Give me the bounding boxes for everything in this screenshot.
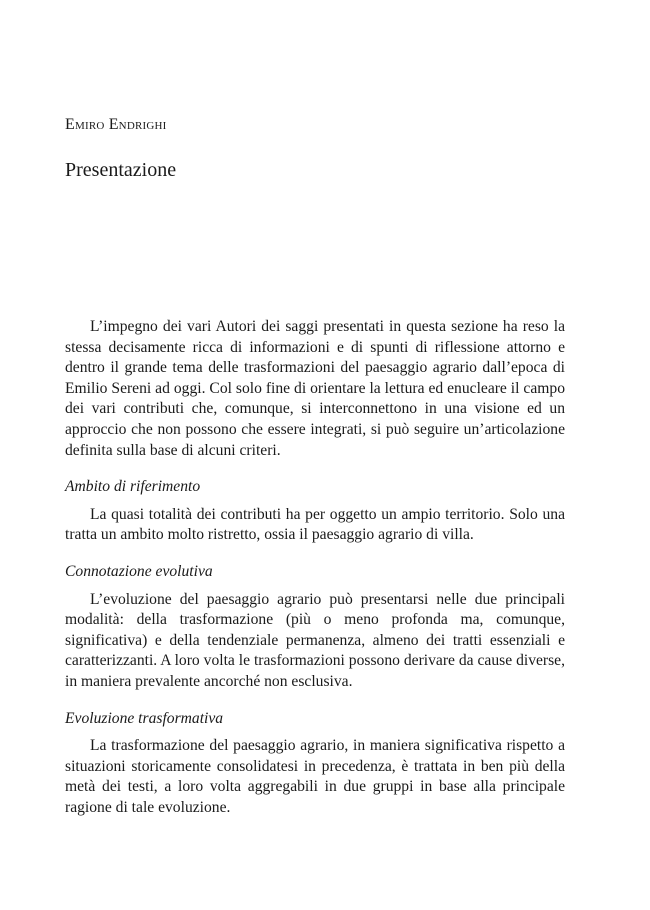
section-heading-evoluzione: Evoluzione trasformativa — [65, 709, 224, 727]
document-body — [65, 317, 565, 818]
section-heading-connotazione: Connotazione evolutiva — [65, 562, 213, 580]
section-paragraph-ambito: La quasi totalità dei contributi ha per oggetto un ampio territorio. Solo una tratta un ambito molto ristretto, ossia il paesaggio agrario di villa. — [65, 505, 565, 544]
page-title: Presentazione — [65, 159, 177, 181]
section-paragraph-connotazione: L’evoluzione del paesaggio agrario può presentarsi nelle due principali modalità: della trasformazione (più o meno profonda ma, comunque, significativa) e della tendenziale permanenza, almeno dei tratti essenziali e caratterizzanti. A loro volta le trasformazioni possono derivare da cause diverse, in maniera prevalente ancorché non esclusiva. — [65, 590, 565, 690]
author-name: Emiro Endrighi — [65, 116, 167, 133]
section-paragraph-evoluzione: La trasformazione del paesaggio agrario, in maniera significativa rispetto a situazioni storicamente consolidatesi in precedenza, è trattata in ben più della metà dei testi, a loro volta aggregabili in due gruppi in base alla principale ragione di tale evoluzione. — [65, 737, 565, 816]
document-page — [65, 0, 565, 910]
section-heading-ambito: Ambito di riferimento — [65, 478, 201, 496]
intro-paragraph: L’impegno dei vari Autori dei saggi presentati in questa sezione ha reso la stessa decisamente ricca di informazioni e di spunti di riflessione attorno e dentro il grande tema delle trasformazioni del paesaggio agrario dall’epoca di Emilio Sereni ad oggi. Col solo fine di orientare la lettura ed enucleare il campo dei vari contributi che, comunque, si interconnettono in una visione ed un approccio che non possono che essere integrati, si può seguire un’articolazione definita sulla base di alcuni criteri. — [65, 318, 565, 459]
